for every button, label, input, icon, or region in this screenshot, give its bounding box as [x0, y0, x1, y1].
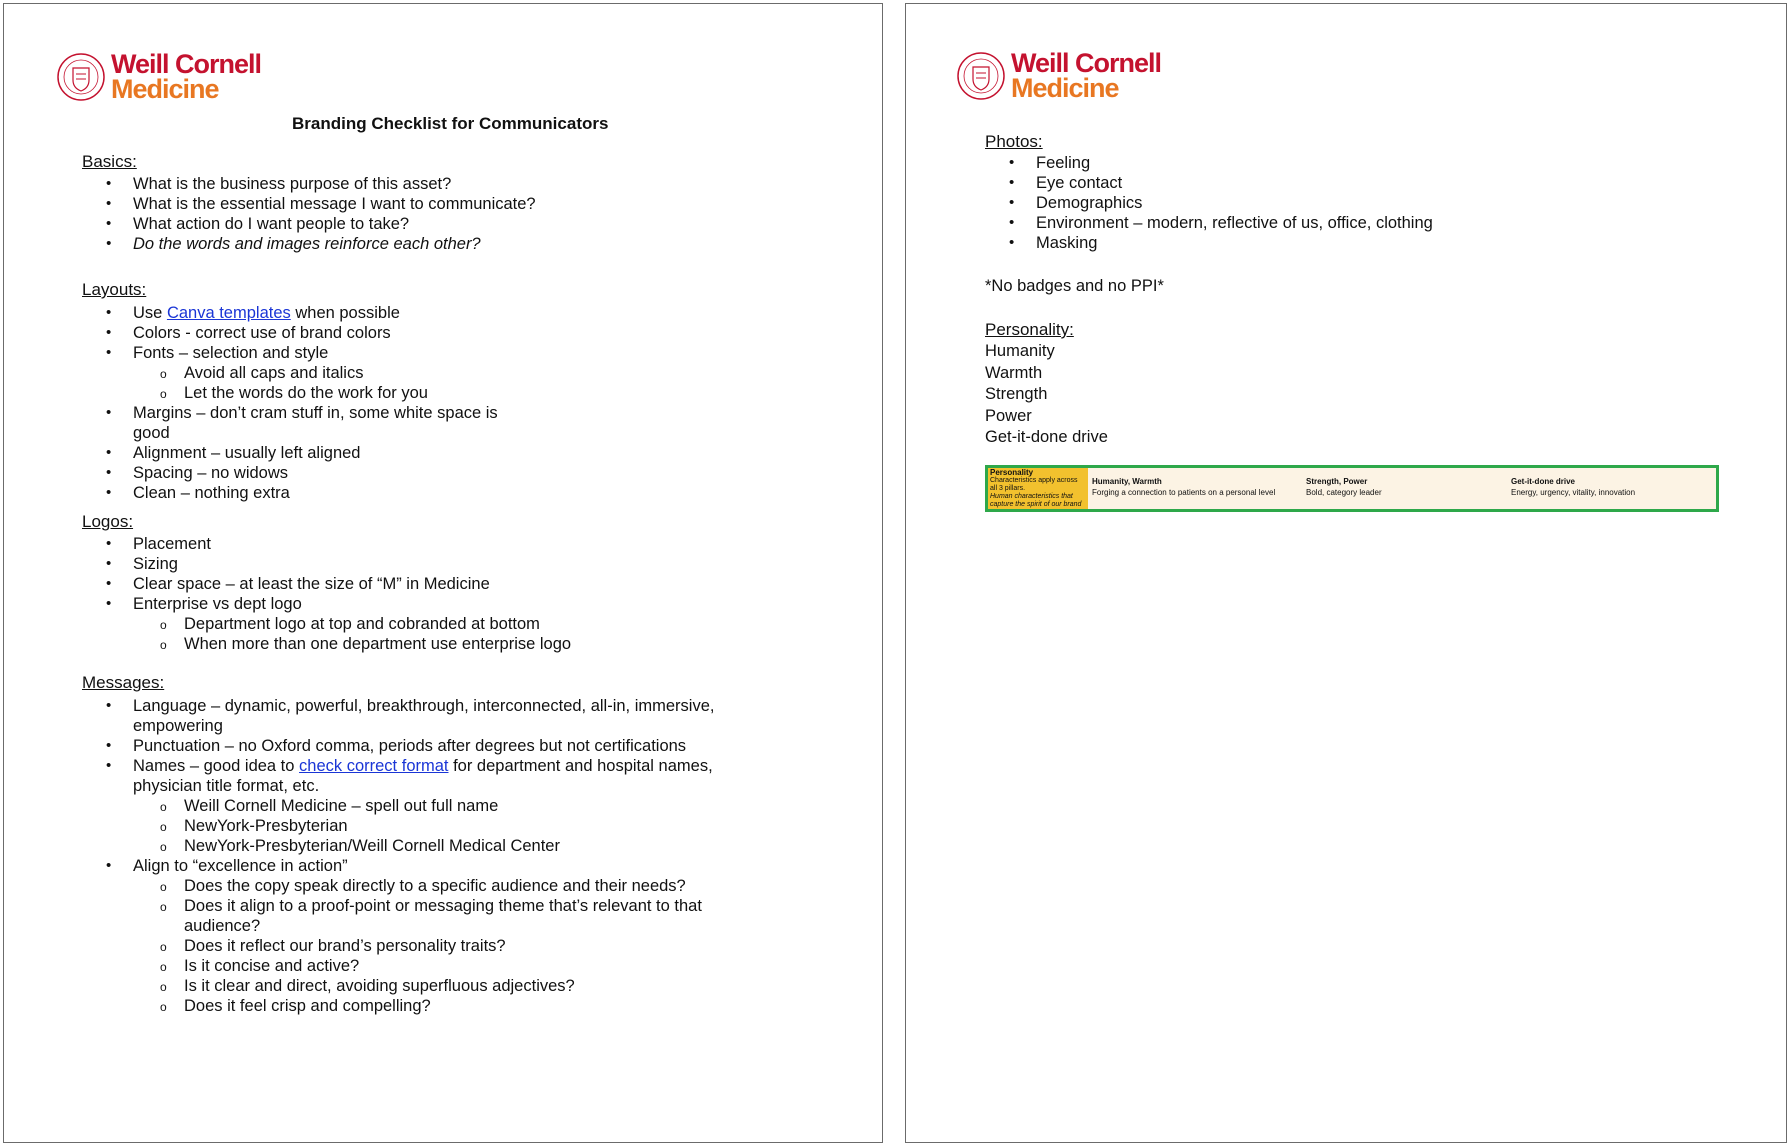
sub-list-item: o NewYork-Presbyterian/Weill Cornell Medical Center [133, 836, 714, 856]
list-item: • Language – dynamic, powerful, breakthrough, interconnected, all-in, immersive, empowering [82, 696, 714, 736]
list-item: • Use Canva templates when possible [82, 303, 498, 323]
layouts-heading: Layouts: [82, 280, 147, 299]
personality-table-cell-strength: Strength, Power Bold, category leader [1306, 477, 1382, 497]
logo-line-1: Weill Cornell [111, 49, 262, 79]
list-item: • Names – good idea to check correct format for department and hospital names, physician title format, etc. o Weill Cornell Medicine – spell out full name o NewYork-Presbyterian o NewYork-Presbyterian/Weill Cornell Medical Center [82, 756, 714, 856]
list-item: • Punctuation – no Oxford comma, periods after degrees but not certifications [82, 736, 714, 756]
logo-line-2: Medicine [111, 74, 219, 104]
personality-traits [985, 341, 1108, 449]
personality-table-label-cell: Personality Characteristics apply across all 3 pillars. Human characteristics that capture the spirit of our brand [988, 468, 1088, 509]
weill-cornell-seal-icon [56, 52, 106, 102]
personality-table-cell-humanity: Humanity, Warmth Forging a connection to patients on a personal level [1092, 477, 1276, 497]
list-item: • Do the words and images reinforce each other? [82, 234, 536, 254]
list-item: • Margins – don’t cram stuff in, some white space is good [82, 403, 498, 443]
trait: Power [985, 406, 1032, 425]
list-item: • Clean – nothing extra [82, 483, 498, 503]
sub-list-item: o Does it reflect our brand’s personality traits? [133, 936, 714, 956]
personality-table-cell-drive: Get-it-done drive Energy, urgency, vitality, innovation [1511, 477, 1636, 497]
page-2 [905, 3, 1787, 1143]
messages-list [82, 696, 714, 1016]
list-item: • Eye contact [985, 173, 1433, 193]
trait: Strength [985, 385, 1048, 403]
sub-list-item: o Is it concise and active? [133, 956, 714, 976]
list-item: • What action do I want people to take? [82, 214, 536, 234]
sub-list-item: o NewYork-Presbyterian [133, 816, 714, 836]
sub-list-item: o Is it clear and direct, avoiding superfluous adjectives? [133, 976, 714, 996]
list-item: • Demographics [985, 193, 1433, 213]
list-item: • Colors - correct use of brand colors [82, 323, 498, 343]
list-item: • Sizing [82, 554, 571, 574]
logos-list [82, 534, 571, 654]
no-badges-note: *No badges and no PPI* [985, 277, 1164, 295]
list-item: • Fonts – selection and style o Avoid all caps and italics o Let the words do the work for you [82, 343, 498, 403]
sub-list-item: o Let the words do the work for you [133, 383, 498, 403]
personality-table [985, 465, 1719, 512]
photos-heading: Photos: [985, 132, 1043, 151]
sub-list [133, 614, 571, 654]
sub-list-item: o Avoid all caps and italics [133, 363, 498, 383]
list-item: • Align to “excellence in action” o Does the copy speak directly to a specific audience and their needs? o Does it align to a proof-point or messaging theme that’s relevant to that audience? o Does it reflect our brand’s personality traits? o Is it concise and active? o Is it clear and direct, avoiding superfluous adjectives? o Does it feel crisp and compelling? [82, 856, 714, 1016]
sub-list-item: o Department logo at top and cobranded at bottom [133, 614, 571, 634]
list-item: • Masking [985, 233, 1433, 253]
page-1 [3, 3, 883, 1143]
sub-list-item: o Does the copy speak directly to a specific audience and their needs? [133, 876, 714, 896]
trait: Humanity [985, 342, 1055, 360]
list-item: • Enterprise vs dept logo o Department logo at top and cobranded at bottom o When more than one department use enterprise logo [82, 594, 571, 654]
sub-list-item: o Does it feel crisp and compelling? [133, 996, 714, 1016]
sub-list [133, 796, 714, 856]
page-title: Branding Checklist for Communicators [292, 114, 609, 133]
layouts-list [82, 303, 498, 503]
list-item: • Feeling [985, 153, 1433, 173]
canva-templates-link[interactable]: Canva templates [166, 304, 291, 322]
sub-list [133, 876, 714, 1016]
personality-heading: Personality: [985, 320, 1074, 339]
weill-cornell-logo [56, 49, 262, 104]
basics-list [82, 174, 536, 254]
list-item: • Placement [82, 534, 571, 554]
basics-heading: Basics: [82, 152, 137, 171]
logo-line-1: Weill Cornell [1011, 48, 1162, 78]
trait: Get-it-done drive [985, 428, 1108, 446]
list-item: • What is the essential message I want to communicate? [82, 194, 536, 214]
logo-line-2: Medicine [1011, 73, 1119, 103]
trait: Warmth [985, 363, 1043, 382]
check-correct-format-link[interactable]: check correct format [299, 757, 449, 775]
photos-list [985, 153, 1433, 253]
sub-list-item: o When more than one department use enterprise logo [133, 634, 571, 654]
list-item: • What is the business purpose of this asset? [82, 174, 536, 194]
sub-list-item: o Does it align to a proof-point or messaging theme that’s relevant to that audience? [133, 896, 714, 936]
weill-cornell-logo [956, 48, 1162, 103]
list-item: • Environment – modern, reflective of us, office, clothing [985, 213, 1433, 233]
list-item: • Spacing – no widows [82, 463, 498, 483]
list-item: • Alignment – usually left aligned [82, 443, 498, 463]
sub-list-item: o Weill Cornell Medicine – spell out full name [133, 796, 714, 816]
logos-heading: Logos: [82, 512, 134, 531]
messages-heading: Messages: [82, 673, 165, 692]
sub-list [133, 363, 498, 403]
list-item: • Clear space – at least the size of “M” in Medicine [82, 574, 571, 594]
weill-cornell-seal-icon [956, 51, 1006, 101]
